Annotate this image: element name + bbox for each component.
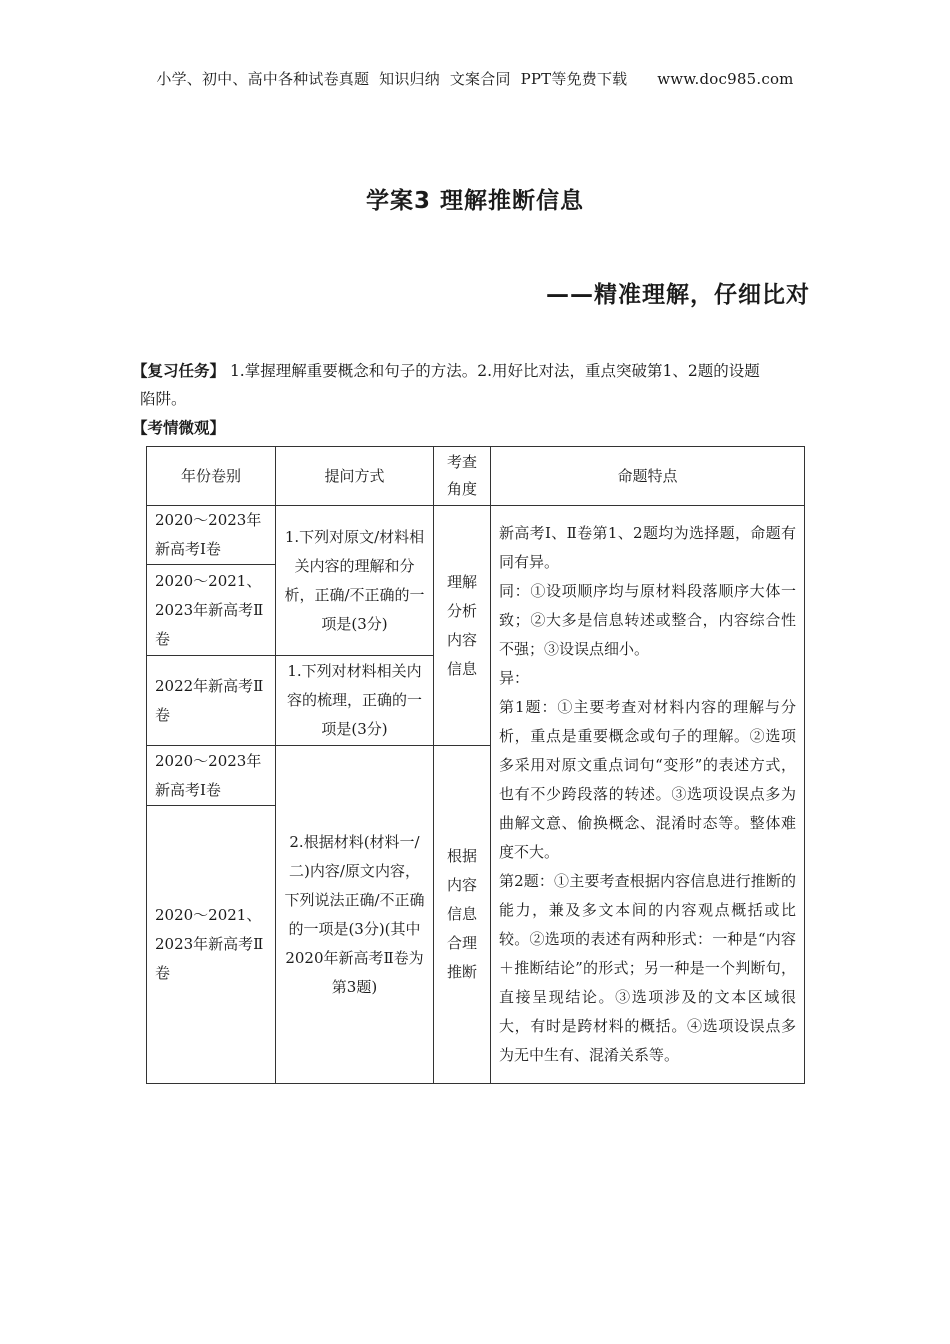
- table-row: [147, 506, 805, 565]
- page-title: 学案3 理解推断信息: [365, 188, 584, 214]
- exam-table: [146, 446, 805, 1084]
- header-angle: 考查角度: [434, 447, 491, 506]
- question-cell: 1.下列对材料相关内容的梳理，正确的一项是(3分): [276, 656, 434, 746]
- year-cell: 2020～2023年新高考Ⅰ卷: [147, 746, 276, 806]
- year-cell: 2020～2023年新高考Ⅰ卷: [147, 506, 276, 565]
- header-url: www.doc985.com: [657, 70, 794, 88]
- review-task-label: 【复习任务】: [132, 362, 226, 380]
- review-task-line2: 陷阱。: [140, 390, 187, 408]
- feature-intro: 新高考Ⅰ、Ⅱ卷第1、2题均为选择题，命题有同有异。: [499, 524, 796, 571]
- feature-q1: 第1题：①主要考查对材料内容的理解与分析，重点是重要概念或句子的理解。②选项多采用对原文重点词句“变形”的表述方式，也有不少跨段落的转述。③选项设误点多为曲解文意、偷换概念、混淆时态等。整体难度不大。: [499, 698, 796, 861]
- page-header: [0, 68, 950, 89]
- feature-same: 同：①设项顺序均与原材料段落顺序大体一致；②大多是信息转述或整合，内容综合性不强；③设误点细小。: [499, 582, 796, 658]
- year-cell: 2022年新高考Ⅱ卷: [147, 656, 276, 746]
- situation-label: 【考情微观】: [132, 419, 226, 437]
- header-year: 年份卷别: [147, 447, 276, 506]
- header-text: 小学、初中、高中各种试卷真题 知识归纳 文案合同 PPT等免费下载: [156, 70, 628, 88]
- angle-cell: 理解分析内容信息: [434, 506, 491, 746]
- header-feature: 命题特点: [491, 447, 805, 506]
- feature-q2: 第2题：①主要考查根据内容信息进行推断的能力，兼及多文本间的内容观点概括或比较。②选项的表述有两种形式：一种是“内容＋推断结论”的形式；另一种是一个判断句，直接呈现结论。③选项涉及的文本区域很大，有时是跨材料的概括。④选项设误点多为无中生有、混淆关系等。: [499, 872, 796, 1064]
- question-cell: 2.根据材料(材料一/二)内容/原文内容，下列说法正确/不正确的一项是(3分)(其中2020年新高考Ⅱ卷为第3题): [276, 746, 434, 1084]
- feature-diff-label: 异：: [499, 669, 530, 687]
- feature-cell: [491, 506, 805, 1084]
- question-cell: 1.下列对原文/材料相关内容的理解和分析，正确/不正确的一项是(3分): [276, 506, 434, 656]
- page-subtitle: ——精准理解，仔细比对: [546, 282, 810, 308]
- angle-cell: 根据内容信息合理推断: [434, 746, 491, 1084]
- review-task: [132, 357, 822, 413]
- table-header-row: [147, 447, 805, 506]
- review-task-line1: 1.掌握理解重要概念和句子的方法。2.用好比对法，重点突破第1、2题的设题: [225, 362, 760, 380]
- year-cell: 2020～2021、2023年新高考Ⅱ卷: [147, 806, 276, 1084]
- year-cell: 2020～2021、2023年新高考Ⅱ卷: [147, 565, 276, 656]
- header-question: 提问方式: [276, 447, 434, 506]
